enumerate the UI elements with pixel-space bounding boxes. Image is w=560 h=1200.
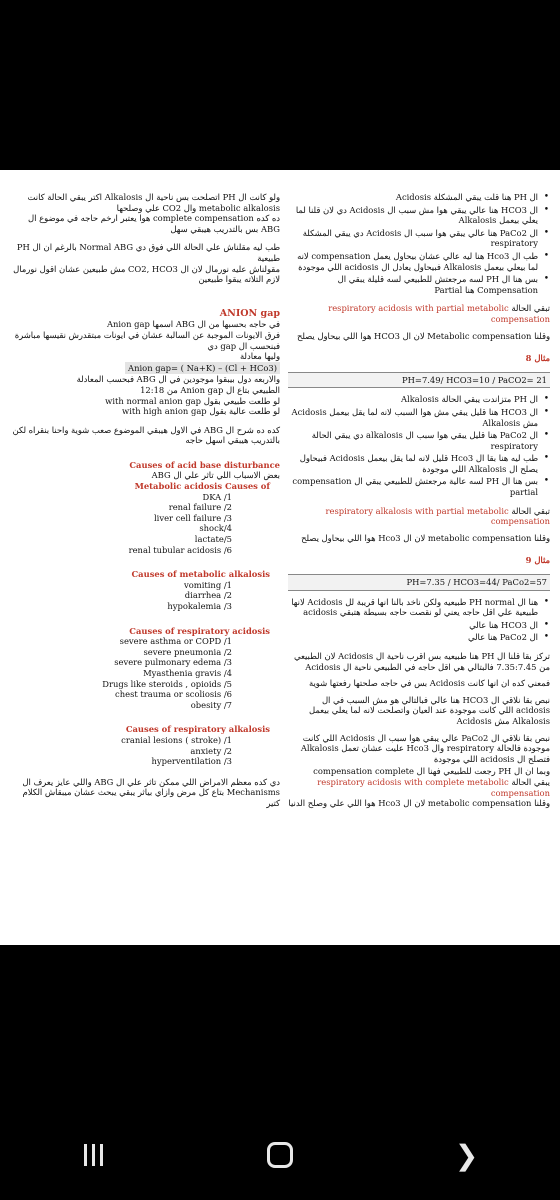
list-item: • ال HCO3 هنا عالي bbox=[288, 620, 550, 631]
diagnosis-text: respiratory acidosis with complete metabolic compensation bbox=[317, 776, 550, 798]
list-item: chest trauma or scoliosis /6 bbox=[115, 689, 232, 700]
example-9-title: مثال 9 bbox=[525, 555, 550, 566]
list-item: • بس هنا ال PH لسه مرجعتش للطبيعي لسه قليلة يبقي ال Compensation هنا Partial bbox=[288, 274, 550, 295]
paragraph: في حاجه بحسبها من ال ABG اسمها Anion gap bbox=[106, 319, 280, 330]
list-item: • بس هنا ال PH لسه عالية مرجعتش للطبيعي يبقي ال compensation partial bbox=[288, 476, 550, 497]
back-chevron-icon: ❯ bbox=[454, 1138, 479, 1172]
note-1: وقلنا Metabolic compensation لان ال HCO3 هوا اللي بيحاول يصلح bbox=[296, 330, 550, 341]
list-item: renal failure /2 bbox=[168, 502, 232, 513]
right-column bbox=[288, 192, 550, 809]
list-item: cranial lesions ( stroke) /1 bbox=[121, 734, 232, 745]
list-item: • ال PaCo2 هنا عالي يبقي هوا سبب ال Acidosis دي يبقي المشكلة respiratory bbox=[288, 228, 550, 249]
list-item: vomiting /1 bbox=[183, 579, 232, 590]
note-2: وقلنا metabolic compensation لان ال Hco3 هوا اللي بيحاول يصلح bbox=[301, 532, 550, 543]
list-item: hyperventilation /3 bbox=[151, 756, 232, 767]
equation-text: Anion gap= ( Na+K) – (Cl + HCo3) bbox=[125, 362, 280, 375]
left-column bbox=[8, 192, 280, 809]
paragraph: ولو كانت ال PH اتصلحت بس ناحية ال Alkalosis اكتر يبقي الحالة كانت metabolic alkalosis وال CO2 علي وصلحها bbox=[27, 192, 280, 213]
list-item: anxiety /2 bbox=[190, 745, 232, 756]
paragraph: لو طلعت عالية بقول with high anion gap bbox=[122, 406, 280, 417]
list-item: • ال HCO3 هنا قليل يبقي مش هوا السبب لانه لما يقل بيعمل Acidosis مش Alkalosis bbox=[288, 407, 550, 428]
back-button[interactable] bbox=[437, 1130, 497, 1180]
list-item: • ال PH متزاندت يبقي الحالة Alkalosis bbox=[288, 394, 550, 405]
home-icon bbox=[267, 1142, 293, 1168]
paragraph: لو طلعت طبيعي بقول with normal anion gap bbox=[105, 395, 280, 406]
diagnosis-1 bbox=[288, 303, 550, 324]
document-page bbox=[0, 170, 560, 945]
list-item: • طب ال Hco3 هنا ليه عالي عشان بيحاول يعمل compensation لانه لما بيعلي بيعمل Alkalosis فبيحاول يعادل ال acidosis اللي موجودة bbox=[288, 251, 550, 272]
section-title: Causes of respiratory acidosis bbox=[129, 625, 270, 636]
diagnosis-3 bbox=[288, 777, 550, 798]
paragraph: فمعني كده ان انها كانت Acidosis بس في حاجه صلحتها رفعتها شوية bbox=[308, 678, 550, 689]
diagnosis-text: respiratory alkalosis with partial metabolic compensation bbox=[325, 505, 550, 527]
causes-block bbox=[70, 481, 270, 767]
list-item: • هنا ال PH normal طبيعيه ولكن ناخد بالنا انها قريبة لل Acidosis لانها طبيعية علي اقل حاجه يعني لو نقصت حاجه بسيطة هتبقي acidosis bbox=[288, 597, 550, 618]
example-8-title: مثال 8 bbox=[525, 353, 550, 364]
list-item: • ال HCO3 هنا عالي يبقي هوا مش سبب ال Acidosis دي لان قلنا لما يعلي بيعمل Alkalosis bbox=[288, 205, 550, 226]
paragraph: نبص بقا نلاقي ال HCO3 هنا عالي فبالتالي هو مش السبب في ال acidosis اللي كانت موجودة عند العيان واتصلحت لانه لما يعلي بيعمل Alkalosis مش Acidosis bbox=[308, 694, 550, 726]
paragraph: بعض الاسباب اللي تاثر علي ال ABG bbox=[151, 470, 280, 481]
paragraph: مقولناش عليه نورمال لان ال CO2, HCO3 مش طبيعين عشان اقول نورمال لازم التلاته يبقوا طبيعين bbox=[13, 263, 280, 285]
paragraph: نبص بقا نلاقي ال PaCo2 عالي يبقي هوا سبب ال Acidosis اللي كانت موجودة فالحالة respiratory وال Hco3 علیت عشان تعمل Alkalosis فتصلح ال acidosis اللي موجودة bbox=[300, 732, 550, 764]
diagnosis-text: respiratory acidosis with partial metabolic compensation bbox=[328, 303, 550, 324]
list-item: DKA /1 bbox=[202, 491, 232, 502]
example-8-values: PH=7.49/ HCO3=10 / PaCO2= 21 bbox=[288, 372, 550, 389]
paragraph: تركز بقا قلنا ال PH هنا طبيعيه بس اقرب ناحية ال Acidosis لان الطبيعي من 7.35:7.45 فالبتالي هي اقل حاجه في الطبيعي ناحية ال Acidosis bbox=[294, 651, 550, 672]
list-item: shock/4 bbox=[199, 523, 232, 534]
bullet-list-2 bbox=[288, 394, 550, 497]
paragraph: وليها معادلة bbox=[239, 351, 280, 362]
list bbox=[70, 735, 232, 767]
paragraph: وبما ان ال PH رجعت للطبيعي فهنا ال compensation complete bbox=[313, 766, 550, 777]
list-item: • طب ليه هنا بقا ال Hco3 قليل لانه لما يقل بيعمل Acidosis فبيحاول يصلح ال Alkalosis اللي موجودة bbox=[288, 453, 550, 474]
recent-apps-icon bbox=[84, 1144, 103, 1166]
anion-gap-title: ANION gap bbox=[219, 307, 280, 319]
recent-apps-button[interactable] bbox=[63, 1130, 123, 1180]
causes-title: Causes of acid base disturbance bbox=[129, 459, 280, 470]
diagnosis-prefix: تبقي الحالة bbox=[511, 505, 550, 516]
diagnosis-prefix: تبقي الحالة bbox=[511, 303, 550, 314]
paragraph: فرق الايونات الموجبة عن السالبة عشان في ايونات مبتقدرش نقيسها مباشرة فبنحسب ال gap دي bbox=[14, 329, 280, 351]
paragraph: الطبيعي بتاع ال Anion gap من 12:18 bbox=[140, 384, 280, 395]
section-title: Causes of metabolic alkalosis bbox=[131, 569, 270, 580]
list-item: lactate/5 bbox=[194, 534, 232, 545]
paragraph: ده كده complete compensation هوا يعتبر ارخم حاجه في موضوع ال ABG بس بالتدريب هيبقي سهل bbox=[28, 213, 280, 234]
list bbox=[70, 492, 232, 556]
list-item: severe pneumonia /2 bbox=[143, 646, 232, 657]
list-item: • ال PH هنا قلت يبقي المشكلة Acidosis bbox=[288, 192, 550, 203]
navigation-bar bbox=[0, 1110, 560, 1200]
list-item: • ال PaCo2 هنا قليل يبقي هوا سبب ال alkalosis دي يبقي الحالة respiratory bbox=[288, 430, 550, 451]
diagnosis-prefix: يبقي الحالة bbox=[511, 776, 550, 787]
list bbox=[70, 636, 232, 710]
bullet-list-1 bbox=[288, 192, 550, 295]
list bbox=[70, 580, 232, 612]
list-item: • ال PaCo2 هنا عالي bbox=[288, 632, 550, 643]
diagnosis-2 bbox=[288, 506, 550, 527]
list-item: diarrhea /2 bbox=[184, 590, 232, 601]
list-item: hypokalemia /3 bbox=[167, 601, 232, 611]
anion-gap-equation bbox=[8, 362, 280, 375]
bullet-list-3 bbox=[288, 597, 550, 643]
paragraph: والاربعه دول بيبقوا موجودين في ال ABG فبحسب المعادلة bbox=[76, 374, 280, 385]
list-item: liver cell failure /3 bbox=[154, 512, 232, 523]
list-item: Myasthenia gravis /4 bbox=[143, 667, 232, 678]
list-item: severe asthma or COPD /1 bbox=[119, 636, 232, 647]
list-item: renal tubular acidosis /6 bbox=[128, 544, 232, 555]
section-title: Metabolic acidosis Causes of bbox=[134, 481, 270, 492]
note-3: وقلنا metabolic compensation لان ال Hco3 هوا اللي علي وصلح الدنيا bbox=[288, 798, 550, 809]
list-item: severe pulmonary edema /3 bbox=[114, 657, 232, 668]
home-button[interactable] bbox=[250, 1130, 310, 1180]
paragraph: طب ليه مقلناش علي الحالة اللي فوق دي Normal ABG بالرغم ان ال PH طبيعية bbox=[16, 242, 280, 263]
section-title: Causes of respiratory alkalosis bbox=[125, 724, 270, 735]
list-item: obesity /7 bbox=[190, 699, 232, 710]
paragraph: كده ده شرح ال ABG في الاول هيبقي الموضوع صعب شوية واحنا بنقراه لكن بالتدريب هيبقي اسهل حاجه bbox=[12, 424, 280, 446]
list-item: Drugs like steroids , opioids /5 bbox=[102, 678, 232, 689]
paragraph: دي كده معظم الامراض اللي ممكن تاثر علي ال ABG واللي عايز يعرف ال Mechanisms بتاع كل مرض وازاي بياثر يبقي يبحث عشان ميبقاش الكلام كتير bbox=[22, 776, 280, 808]
example-9-values: PH=7.35 / HCO3=44/ PaCo2=57 bbox=[288, 574, 550, 591]
